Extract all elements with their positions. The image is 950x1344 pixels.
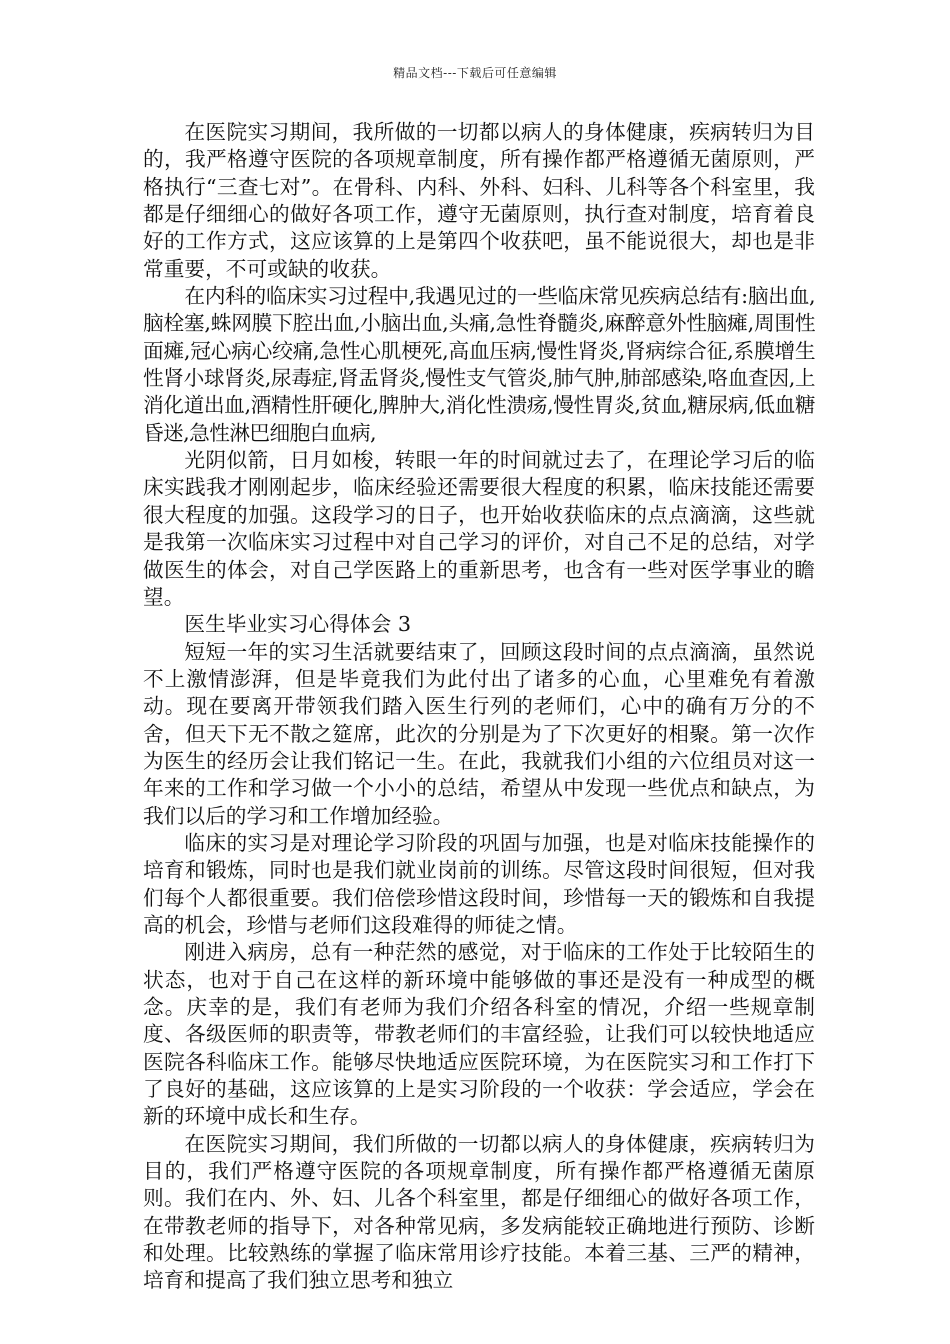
document-body: [143, 119, 815, 1295]
paragraph-3: 光阴似箭，日月如梭，转眼一年的时间就过去了，在理论学习后的临床实践我才刚刚起步，临床经验还需要很大程度的积累，临床技能还需要很大程度的加强。这段学习的日子，也开始收获临床的点点滴滴，这些就是我第一次临床实习过程中对自己学习的评价，对自己不足的总结，对学做医生的体会，对自己学医路上的重新思考，也含有一些对医学事业的瞻望。: [143, 448, 815, 609]
paragraph-6: 刚进入病房，总有一种茫然的感觉，对于临床的工作处于比较陌生的状态，也对于自己在这样的新环境中能够做的事还是没有一种成型的概念。庆幸的是，我们有老师为我们介绍各科室的情况，介绍一些规章制度、各级医师的职责等，带教老师们的丰富经验，让我们可以较快地适应医院各科临床工作。能够尽快地适应医院环境，为在医院实习和工作打下了良好的基础，这应该算的上是实习阶段的一个收获：学会适应，学会在新的环境中成长和生存。: [143, 940, 815, 1129]
paragraph-5: 临床的实习是对理论学习阶段的巩固与加强，也是对临床技能操作的培育和锻炼，同时也是我们就业岗前的训练。尽管这段时间很短，但对我们每个人都很重要。我们倍偿珍惜这段时间，珍惜每一天的锻炼和自我提高的机会，珍惜与老师们这段难得的师徒之情。: [143, 830, 815, 937]
paragraph-1: 在医院实习期间，我所做的一切都以病人的身体健康，疾病转归为目的，我严格遵守医院的各项规章制度，所有操作都严格遵循无菌原则，严格执行“三查七对”。在骨科、内科、外科、妇科、儿科等各个科室里，我都是仔细细心的做好各项工作，遵守无菌原则，执行查对制度，培育着良好的工作方式，这应该算的上是第四个收获吧，虽不能说很大，却也是非常重要，不可或缺的收获。: [143, 120, 815, 281]
paragraph-7: 在医院实习期间，我们所做的一切都以病人的身体健康，疾病转归为目的，我们严格遵守医院的各项规章制度，所有操作都严格遵循无菌原则。我们在内、外、妇、儿各个科室里，都是仔细细心的做好各项工作，在带教老师的指导下，对各种常见病，多发病能较正确地进行预防、诊断和处理。比较熟练的掌握了临床常用诊疗技能。本着三基、三严的精神，培育和提高了我们独立思考和独立: [143, 1131, 815, 1293]
section-heading: 医生毕业实习心得体会 3: [184, 612, 412, 637]
paragraph-2-disease-list: 在内科的临床实习过程中,我遇见过的一些临床常见疾病总结有:脑出血,脑栓塞,蛛网膜下腔出血,小脑出血,头痛,急性脊髓炎,麻醉意外性脑瘫,周围性面瘫,冠心病心绞痛,急性心肌梗死,高血压病,慢性肾炎,肾病综合征,系膜增生性肾小球肾炎,尿毒症,肾盂肾炎,慢性支气管炎,肺气肿,肺部感染,咯血查因,上消化道出血,酒精性肝硬化,脾肿大,消化性溃疡,慢性胃炎,贫血,糖尿病,低血糖昏迷,急性淋巴细胞白血病,: [143, 284, 815, 445]
paragraph-4: 短短一年的实习生活就要结束了，回顾这段时间的点点滴滴，虽然说不上激情澎湃，但是毕竟我们为此付出了诸多的心血，心里难免有着激动。现在要离开带领我们踏入医生行列的老师们，心中的确有万分的不舍，但天下无不散之筵席，此次的分别是为了下次更好的相聚。第一次作为医生的经历会让我们铭记一生。在此，我就我们小组的六位组员对这一年来的工作和学习做一个小小的总结，希望从中发现一些优点和缺点，为我们以后的学习和工作增加经验。: [143, 639, 815, 828]
page-header: 精品文档---下载后可任意编辑: [393, 66, 557, 80]
